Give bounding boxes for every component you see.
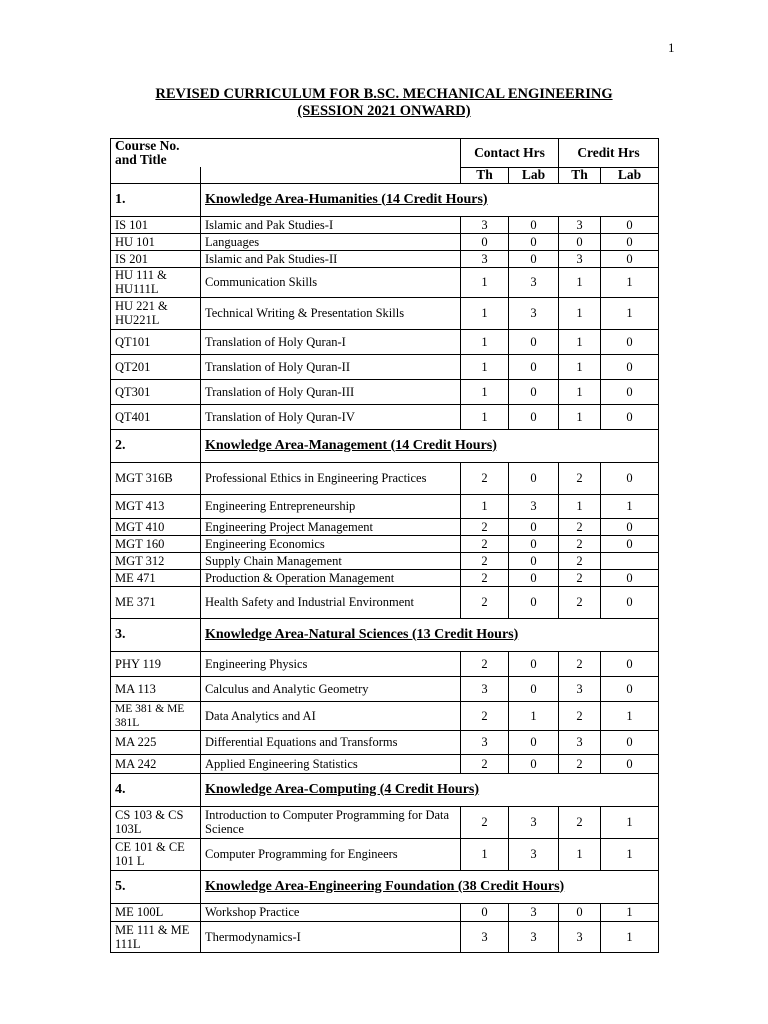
table-row	[111, 216, 659, 233]
credit-th: 1	[559, 267, 601, 297]
section-number: 4.	[111, 773, 201, 806]
contact-th: 2	[461, 552, 509, 569]
header-course-label: Course No. and Title	[111, 139, 201, 168]
header-contact-th: Th	[461, 167, 509, 183]
credit-lab: 0	[601, 586, 659, 618]
section-header	[111, 618, 659, 651]
table-row	[111, 838, 659, 870]
header-credit-lab: Lab	[601, 167, 659, 183]
course-code: CS 103 & CS 103L	[111, 806, 201, 838]
credit-th: 1	[559, 494, 601, 518]
course-code: QT301	[111, 379, 201, 404]
course-title: Professional Ethics in Engineering Practices	[201, 462, 461, 494]
contact-th: 1	[461, 379, 509, 404]
contact-th: 3	[461, 216, 509, 233]
section-title: Knowledge Area-Engineering Foundation (38 Credit Hours)	[201, 870, 659, 903]
credit-th: 1	[559, 379, 601, 404]
contact-lab: 0	[509, 754, 559, 773]
table-row	[111, 267, 659, 297]
contact-lab: 0	[509, 518, 559, 535]
contact-lab: 0	[509, 552, 559, 569]
credit-th: 3	[559, 921, 601, 952]
course-code: ME 111 & ME 111L	[111, 921, 201, 952]
credit-lab: 0	[601, 329, 659, 354]
credit-th: 1	[559, 354, 601, 379]
contact-lab: 0	[509, 676, 559, 701]
credit-th: 2	[559, 462, 601, 494]
contact-th: 2	[461, 701, 509, 730]
course-title: Computer Programming for Engineers	[201, 838, 461, 870]
contact-lab: 3	[509, 838, 559, 870]
table-row	[111, 701, 659, 730]
course-code: ME 371	[111, 586, 201, 618]
credit-lab: 0	[601, 518, 659, 535]
section-title: Knowledge Area-Computing (4 Credit Hours)	[201, 773, 659, 806]
contact-th: 2	[461, 462, 509, 494]
contact-th: 1	[461, 329, 509, 354]
course-title: Health Safety and Industrial Environment	[201, 586, 461, 618]
contact-th: 2	[461, 806, 509, 838]
credit-th: 3	[559, 730, 601, 754]
course-title: Translation of Holy Quran-I	[201, 329, 461, 354]
table-row	[111, 903, 659, 921]
contact-lab: 0	[509, 233, 559, 250]
table-row	[111, 297, 659, 329]
table-row	[111, 676, 659, 701]
section-number: 3.	[111, 618, 201, 651]
credit-th: 2	[559, 651, 601, 676]
contact-th: 2	[461, 569, 509, 586]
table-row	[111, 379, 659, 404]
contact-lab: 0	[509, 535, 559, 552]
section-header	[111, 183, 659, 216]
course-title: Languages	[201, 233, 461, 250]
credit-lab: 1	[601, 701, 659, 730]
section-title: Knowledge Area-Management (14 Credit Hours)	[201, 429, 659, 462]
contact-th: 0	[461, 233, 509, 250]
course-code: HU 221 & HU221L	[111, 297, 201, 329]
course-title: Engineering Entrepreneurship	[201, 494, 461, 518]
table-row	[111, 329, 659, 354]
credit-th: 3	[559, 676, 601, 701]
title-line-2: (SESSION 2021 ONWARD)	[297, 103, 471, 119]
course-code: IS 201	[111, 250, 201, 267]
title-line-1: REVISED CURRICULUM FOR B.SC. MECHANICAL ENGINEERING	[155, 86, 613, 102]
course-code: MGT 316B	[111, 462, 201, 494]
credit-lab: 0	[601, 233, 659, 250]
credit-th: 0	[559, 903, 601, 921]
credit-th: 2	[559, 806, 601, 838]
section-number: 1.	[111, 183, 201, 216]
table-row	[111, 806, 659, 838]
course-code: HU 111 & HU111L	[111, 267, 201, 297]
credit-lab	[601, 552, 659, 569]
header-credit-hrs: Credit Hrs	[559, 139, 659, 168]
course-title: Engineering Physics	[201, 651, 461, 676]
course-title: Islamic and Pak Studies-II	[201, 250, 461, 267]
course-code: MA 113	[111, 676, 201, 701]
contact-lab: 0	[509, 379, 559, 404]
course-code: MGT 410	[111, 518, 201, 535]
credit-lab: 0	[601, 730, 659, 754]
table-row	[111, 250, 659, 267]
course-code: MGT 312	[111, 552, 201, 569]
contact-th: 0	[461, 903, 509, 921]
contact-lab: 3	[509, 267, 559, 297]
course-title: Translation of Holy Quran-IV	[201, 404, 461, 429]
table-row	[111, 494, 659, 518]
contact-lab: 3	[509, 806, 559, 838]
contact-th: 1	[461, 838, 509, 870]
course-title: Production & Operation Management	[201, 569, 461, 586]
table-row	[111, 754, 659, 773]
course-title: Workshop Practice	[201, 903, 461, 921]
course-title: Thermodynamics-I	[201, 921, 461, 952]
table-row	[111, 404, 659, 429]
course-code: ME 471	[111, 569, 201, 586]
course-code: ME 100L	[111, 903, 201, 921]
credit-th: 2	[559, 552, 601, 569]
credit-lab: 1	[601, 806, 659, 838]
course-code: ME 381 & ME 381L	[111, 701, 201, 730]
table-row	[111, 569, 659, 586]
contact-th: 1	[461, 494, 509, 518]
contact-lab: 3	[509, 903, 559, 921]
course-title: Engineering Economics	[201, 535, 461, 552]
course-title: Translation of Holy Quran-III	[201, 379, 461, 404]
table-row	[111, 651, 659, 676]
course-title: Data Analytics and AI	[201, 701, 461, 730]
section-number: 2.	[111, 429, 201, 462]
course-code: MGT 413	[111, 494, 201, 518]
table-row	[111, 921, 659, 952]
table-row	[111, 730, 659, 754]
table-row	[111, 518, 659, 535]
contact-th: 3	[461, 250, 509, 267]
credit-lab: 0	[601, 535, 659, 552]
contact-lab: 0	[509, 730, 559, 754]
course-code: CE 101 & CE 101 L	[111, 838, 201, 870]
course-title: Applied Engineering Statistics	[201, 754, 461, 773]
course-title: Introduction to Computer Programming for Data Science	[201, 806, 461, 838]
contact-lab: 0	[509, 569, 559, 586]
credit-th: 1	[559, 838, 601, 870]
contact-th: 1	[461, 297, 509, 329]
section-number: 5.	[111, 870, 201, 903]
course-code: MA 225	[111, 730, 201, 754]
contact-th: 2	[461, 754, 509, 773]
credit-lab: 0	[601, 354, 659, 379]
credit-lab: 1	[601, 267, 659, 297]
contact-th: 1	[461, 267, 509, 297]
credit-lab: 0	[601, 569, 659, 586]
course-title: Technical Writing & Presentation Skills	[201, 297, 461, 329]
contact-lab: 0	[509, 216, 559, 233]
credit-lab: 0	[601, 404, 659, 429]
credit-th: 2	[559, 569, 601, 586]
course-code: MA 242	[111, 754, 201, 773]
credit-lab: 1	[601, 903, 659, 921]
curriculum-table	[110, 138, 659, 953]
course-title: Differential Equations and Transforms	[201, 730, 461, 754]
contact-th: 2	[461, 651, 509, 676]
contact-th: 3	[461, 676, 509, 701]
contact-th: 2	[461, 535, 509, 552]
credit-th: 2	[559, 535, 601, 552]
credit-lab: 0	[601, 379, 659, 404]
credit-th: 2	[559, 518, 601, 535]
table-row	[111, 586, 659, 618]
course-title: Communication Skills	[201, 267, 461, 297]
contact-lab: 3	[509, 494, 559, 518]
section-title: Knowledge Area-Humanities (14 Credit Hours)	[201, 183, 659, 216]
credit-lab: 0	[601, 216, 659, 233]
header-credit-th: Th	[559, 167, 601, 183]
course-code: QT101	[111, 329, 201, 354]
table-row	[111, 462, 659, 494]
credit-th: 3	[559, 250, 601, 267]
course-code: QT201	[111, 354, 201, 379]
table-row	[111, 233, 659, 250]
credit-th: 2	[559, 701, 601, 730]
table-row	[111, 552, 659, 569]
table-row	[111, 354, 659, 379]
section-header	[111, 773, 659, 806]
credit-lab: 0	[601, 754, 659, 773]
contact-th: 2	[461, 518, 509, 535]
course-title: Supply Chain Management	[201, 552, 461, 569]
course-code: QT401	[111, 404, 201, 429]
credit-th: 1	[559, 297, 601, 329]
page-number: 1	[668, 40, 675, 55]
contact-lab: 0	[509, 329, 559, 354]
contact-th: 1	[461, 354, 509, 379]
contact-lab: 0	[509, 651, 559, 676]
contact-th: 2	[461, 586, 509, 618]
credit-lab: 0	[601, 250, 659, 267]
table-row	[111, 535, 659, 552]
course-title: Translation of Holy Quran-II	[201, 354, 461, 379]
credit-th: 1	[559, 404, 601, 429]
document-title	[0, 86, 768, 120]
contact-lab: 0	[509, 586, 559, 618]
credit-lab: 0	[601, 651, 659, 676]
contact-lab: 1	[509, 701, 559, 730]
contact-lab: 3	[509, 921, 559, 952]
credit-lab: 1	[601, 921, 659, 952]
section-header	[111, 870, 659, 903]
contact-th: 3	[461, 921, 509, 952]
course-code: IS 101	[111, 216, 201, 233]
credit-lab: 1	[601, 297, 659, 329]
credit-lab: 0	[601, 676, 659, 701]
course-title: Calculus and Analytic Geometry	[201, 676, 461, 701]
contact-lab: 0	[509, 250, 559, 267]
contact-lab: 0	[509, 462, 559, 494]
course-title: Islamic and Pak Studies-I	[201, 216, 461, 233]
course-code: HU 101	[111, 233, 201, 250]
section-title: Knowledge Area-Natural Sciences (13 Credit Hours)	[201, 618, 659, 651]
header-contact-hrs: Contact Hrs	[461, 139, 559, 168]
credit-lab: 1	[601, 838, 659, 870]
credit-th: 2	[559, 754, 601, 773]
course-title: Engineering Project Management	[201, 518, 461, 535]
section-header	[111, 429, 659, 462]
credit-th: 3	[559, 216, 601, 233]
contact-th: 3	[461, 730, 509, 754]
contact-th: 1	[461, 404, 509, 429]
contact-lab: 3	[509, 297, 559, 329]
credit-th: 2	[559, 586, 601, 618]
credit-lab: 0	[601, 462, 659, 494]
credit-th: 0	[559, 233, 601, 250]
contact-lab: 0	[509, 354, 559, 379]
credit-lab: 1	[601, 494, 659, 518]
header-contact-lab: Lab	[509, 167, 559, 183]
credit-th: 1	[559, 329, 601, 354]
contact-lab: 0	[509, 404, 559, 429]
course-code: MGT 160	[111, 535, 201, 552]
course-code: PHY 119	[111, 651, 201, 676]
